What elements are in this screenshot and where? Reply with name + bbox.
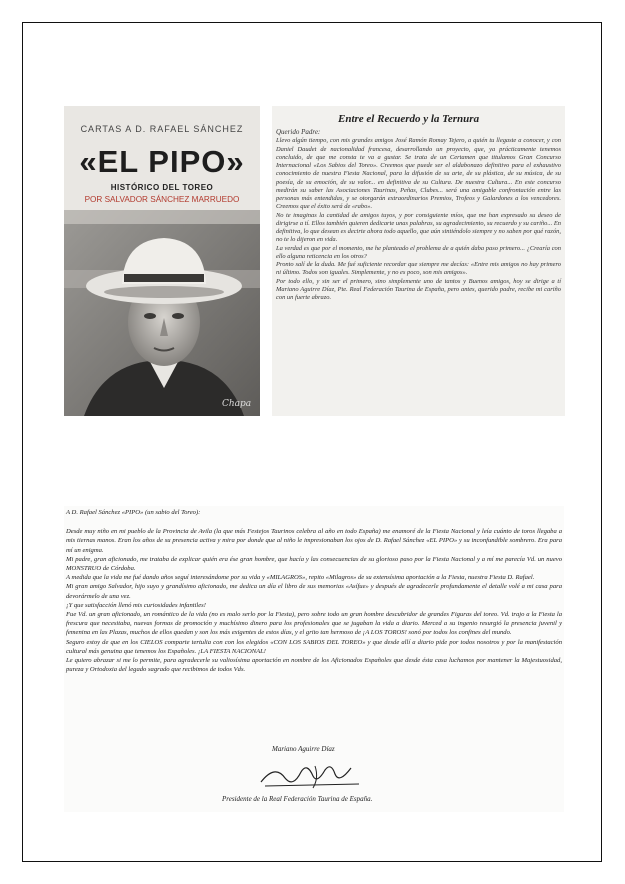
letter-paragraph: Llevo algún tiempo, con mis grandes amigos José Ramón Romay Tejero, a quién tu llegaste a conocer, y con Daniel Daudet de nacionalidad francesa, desarrollando un proyecto, que, ya prácticamente tenemos concluido, de que me consta te va a gustar. Se trata de un Certamen que titulamos Gran Concurso Internacional «Los Sabios del Toreo». Creemos que puede ser el aldabonazo definitivo para el exhaustivo conocimiento de nuestra Fiesta Nacional, para la difusión de su arte, de su plástica, de su música, de su poesía, de su emoción, de su valor... en definitiva de su Cultura. De nuestra Cultura... En este concurso medirán su saber las Asociaciones Taurinas, Peñas, Clubes... será una amigable confrontación entre las personas más entendidas, y se otorgarán extraordinarios Premios, Trofeos y Galardones a los vencedores. Creemos que el éxito será de «rabo».	[276, 137, 561, 211]
book-cover	[64, 106, 260, 416]
letter-paragraph: Por todo ello, y sin ser el primero, sino simplemente uno de tantos y Buenos amigos, hoy se dirige a tí Mariano Aguirre Díaz, Pte. Real Federación Taurina de España, pero antes, querido padre, recibe mi cariño con un fuerte abrazo.	[276, 277, 561, 301]
signer-title: Presidente de la Real Federación Taurina de España.	[222, 795, 373, 803]
letter-body	[276, 128, 561, 302]
portrait-photo	[64, 210, 260, 416]
letter-paragraph: Pronto salí de la duda. Me fué suficiente recordar que siempre me decías: «Entre mis amigos no hay primero ni último. Todos son iguales. Simplemente, y no es poco, son mis amigos».	[276, 261, 561, 277]
dedication-paragraph: ¡Y que satisfacción llenó mis curiosidades infantiles!	[66, 601, 206, 609]
letter-greeting: Querido Padre:	[276, 128, 321, 136]
letter-paragraph: No te imaginas la cantidad de amigos tuyos, y por consiguiente míos, que me han expresado su deseo de dirigirse a tí. Ellos también quieren dedicarte unas palabras, su agradecimiento, su recuerdo y su cariño... En definitiva, lo que desean es decirte ahora todo aquello, que aún sintiéndolo siempre y no saben por qué razón, no te lo dijeron en vida.	[276, 211, 561, 244]
signer-name: Mariano Aguirre Díaz	[272, 745, 335, 753]
dedication-body	[66, 508, 562, 674]
handwritten-signature	[255, 758, 365, 792]
photo-signature: Chapa	[222, 399, 252, 409]
dedication-paragraph: Le quiero abrazar si me lo permite, para agradecerle su valiosísima aportación en nombre de los Aficionados Españoles que desde ésta casa luchamos por mantener la Majestuosidad, pureza y Ortodoxia del legado sagrado que recibimos de todos Vds.	[66, 657, 562, 674]
cover-series: CARTAS A D. RAFAEL SÁNCHEZ	[80, 124, 244, 134]
dedication-paragraph: Desde muy niño en mi pueblo de la Provincia de Avila (la que más Festejos Taurinos celebra al año en todo España) me enamoré de la Fiesta Nacional y leía cuánto de toros llegaba a mis tiernas manos. Eran los años de su presencia activa y mira por donde que al niño le impresionaban los ojos de D. Rafael Sánchez «EL PIPO» y su inconfundible sombrero. Era para mí un enigma.	[66, 528, 562, 554]
dedication-paragraph: Mi padre, gran aficionado, me trataba de explicar quién era ése gran hombre, que hacía y las consecuencias de su glorioso paso por la Fiesta Nacional y a mí me parecía Vd. un nuevo MONSTRUO de Córdoba.	[66, 555, 562, 573]
dedication-paragraph: Seguro estoy de que en los CIELOS comparte tertulia con con los elegidos «CON LOS SABIOS DEL TOREO» y que desde allí a diario pide por todos nosotros y por la manifestación cultural más genuina que tenemos los Españoles. ¡LA FIESTA NACIONAL!	[66, 638, 562, 655]
cover-title: «EL PIPO»	[79, 144, 245, 179]
cover-author: POR SALVADOR SÁNCHEZ MARRUEDO	[84, 195, 240, 204]
dedication-heading: A D. Rafael Sánchez «PIPO» (un sabio del Toreo):	[66, 509, 201, 516]
dedication-paragraph: A medida que la vida me fué dando años seguí interesándome por su vida y «MILAGROS», repito «Milagros» de su extensísima aportación a la Fiesta, nuestra Fiesta D. Rafael.	[66, 574, 535, 582]
letter-title: Entre el Recuerdo y la Ternura	[338, 113, 480, 125]
dedication-paragraph: Fue Vd. un gran aficionado, un romántico de la vida (no es malo serlo por la Fiesta), pero sobre todo un gran hombre descubridor de grandes Figuras del toreo. Vd. trajo a la Fiesta la frescura que necesitaba, nuevas formas de promoción y muchísimo dinero para los profesionales que se jugaban la vida a diario. Merced a su ingenio resurgió la presencia juvenil y femenina en las Plazas, muchos de ellos quedan y son los más exigentes de estos días, y el grito tan hermoso de ¡A LOS TOROS! sonó por todos los confines del mundo.	[66, 611, 562, 637]
cover-subtitle: HISTÓRICO DEL TOREO	[110, 183, 214, 192]
letter-paragraph: La verdad es que por el momento, me he planteado el problema de a quién daba paso primero... ¿Crearía con ello alguna reticencia en los otros?	[276, 244, 561, 260]
dedication-paragraph: Mi gran amigo Salvador, hijo suyo y grandísimo aficionado, me dedica un día el libro de sus memorias «Asífue» y después de agradecerle profundamente el detalle volé a mi casa para devorármelo de una vez.	[66, 583, 562, 600]
